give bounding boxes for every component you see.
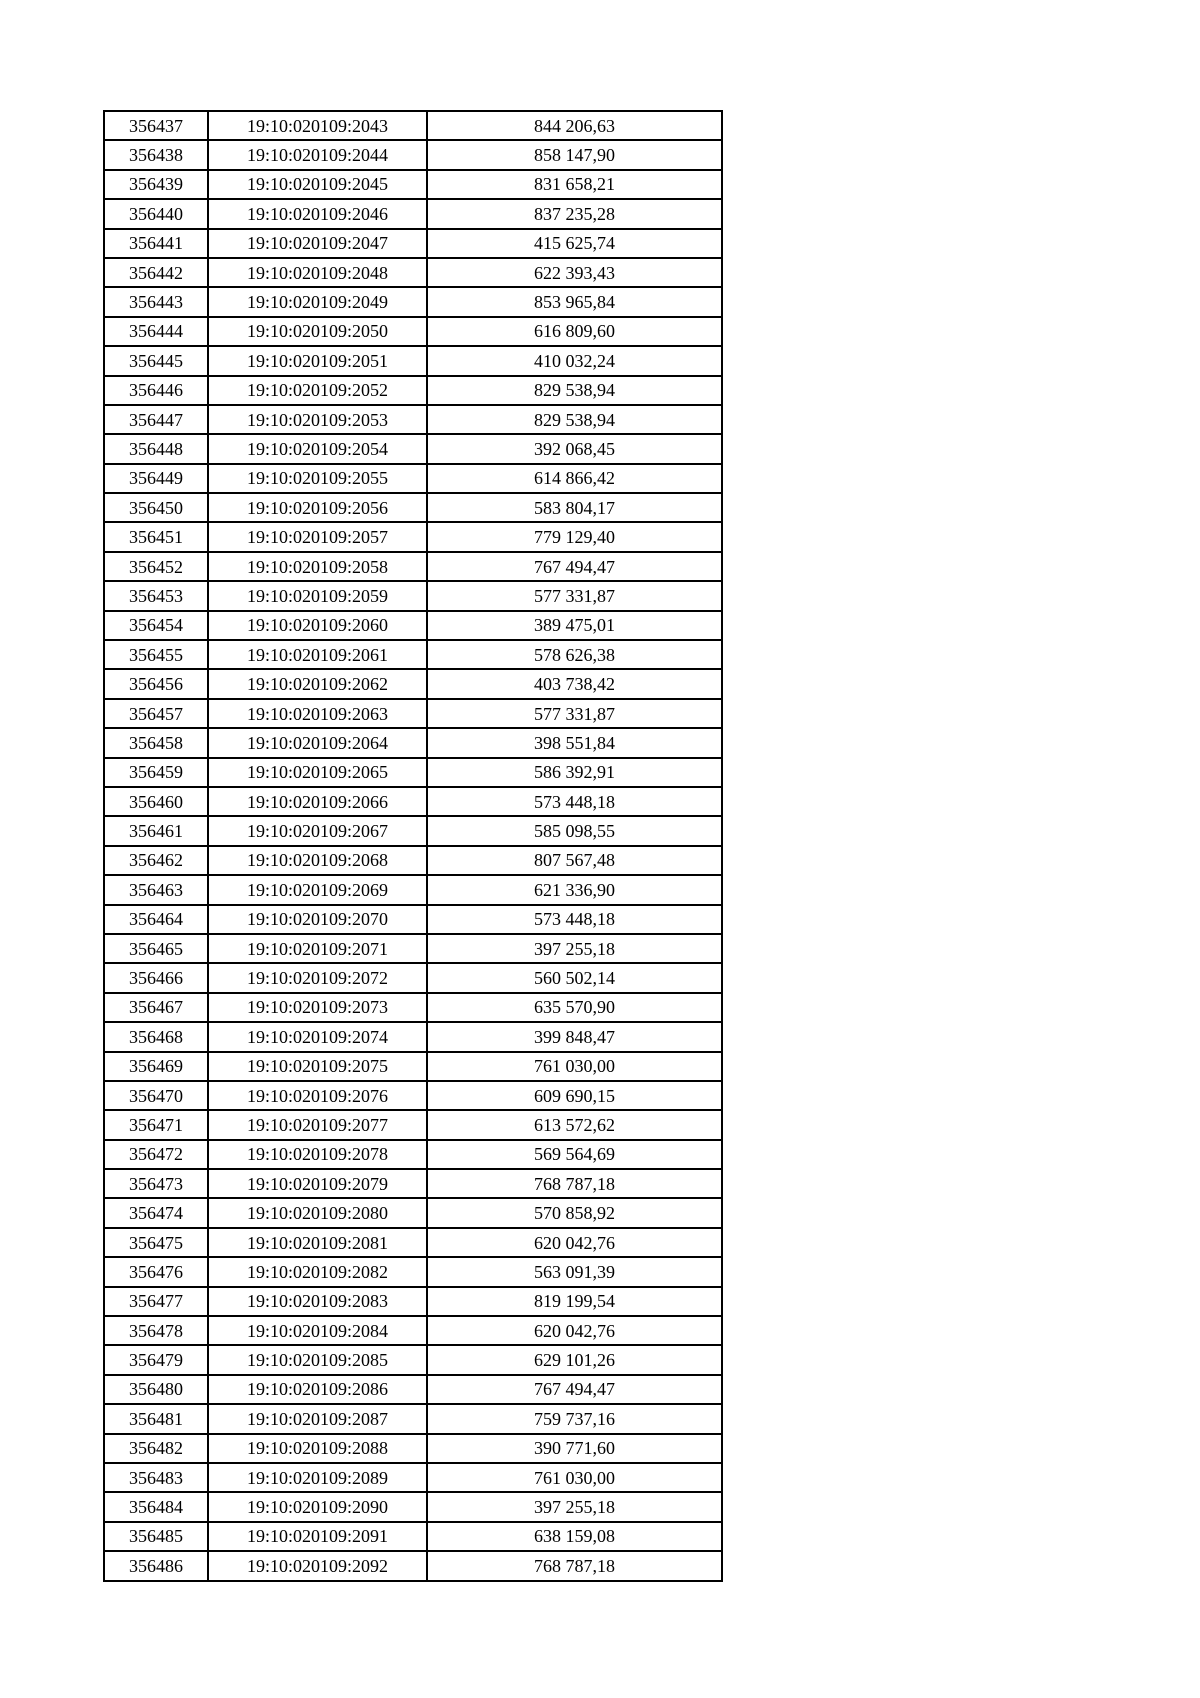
cadastral-number-cell: 19:10:020109:2087 — [208, 1404, 427, 1433]
record-number-cell: 356476 — [104, 1257, 208, 1286]
cadastral-number-cell: 19:10:020109:2090 — [208, 1492, 427, 1521]
record-number-cell: 356463 — [104, 875, 208, 904]
table-row — [104, 1287, 722, 1316]
record-number-cell: 356457 — [104, 699, 208, 728]
record-number-cell: 356448 — [104, 434, 208, 463]
table-row — [104, 1228, 722, 1257]
table-row — [104, 287, 722, 316]
cadastral-number-cell: 19:10:020109:2070 — [208, 905, 427, 934]
record-number-cell: 356468 — [104, 1022, 208, 1051]
cadastral-number-cell: 19:10:020109:2080 — [208, 1198, 427, 1227]
value-cell: 399 848,47 — [427, 1022, 722, 1051]
cadastral-number-cell: 19:10:020109:2055 — [208, 464, 427, 493]
value-cell: 635 570,90 — [427, 993, 722, 1022]
cadastral-number-cell: 19:10:020109:2091 — [208, 1522, 427, 1551]
cadastral-number-cell: 19:10:020109:2089 — [208, 1463, 427, 1492]
cadastral-number-cell: 19:10:020109:2084 — [208, 1316, 427, 1345]
record-number-cell: 356461 — [104, 816, 208, 845]
cadastral-number-cell: 19:10:020109:2054 — [208, 434, 427, 463]
value-cell: 761 030,00 — [427, 1052, 722, 1081]
record-number-cell: 356473 — [104, 1169, 208, 1198]
value-cell: 858 147,90 — [427, 140, 722, 169]
cadastral-number-cell: 19:10:020109:2048 — [208, 258, 427, 287]
record-number-cell: 356481 — [104, 1404, 208, 1433]
value-cell: 622 393,43 — [427, 258, 722, 287]
table-row — [104, 493, 722, 522]
cadastral-number-cell: 19:10:020109:2083 — [208, 1287, 427, 1316]
record-number-cell: 356455 — [104, 640, 208, 669]
record-number-cell: 356458 — [104, 728, 208, 757]
cadastral-number-cell: 19:10:020109:2075 — [208, 1052, 427, 1081]
table-row — [104, 1345, 722, 1374]
cadastral-number-cell: 19:10:020109:2085 — [208, 1345, 427, 1374]
record-number-cell: 356460 — [104, 787, 208, 816]
value-cell: 398 551,84 — [427, 728, 722, 757]
table-row — [104, 376, 722, 405]
table-row — [104, 611, 722, 640]
record-number-cell: 356446 — [104, 376, 208, 405]
value-cell: 415 625,74 — [427, 229, 722, 258]
record-number-cell: 356450 — [104, 493, 208, 522]
table-row — [104, 199, 722, 228]
cadastral-number-cell: 19:10:020109:2081 — [208, 1228, 427, 1257]
cadastral-number-cell: 19:10:020109:2077 — [208, 1110, 427, 1139]
value-cell: 629 101,26 — [427, 1345, 722, 1374]
record-number-cell: 356486 — [104, 1551, 208, 1580]
record-number-cell: 356445 — [104, 346, 208, 375]
table-row — [104, 258, 722, 287]
table-row — [104, 1081, 722, 1110]
record-number-cell: 356464 — [104, 905, 208, 934]
record-number-cell: 356453 — [104, 581, 208, 610]
value-cell: 829 538,94 — [427, 405, 722, 434]
record-number-cell: 356474 — [104, 1198, 208, 1227]
value-cell: 397 255,18 — [427, 934, 722, 963]
record-number-cell: 356438 — [104, 140, 208, 169]
record-number-cell: 356443 — [104, 287, 208, 316]
table-row — [104, 1052, 722, 1081]
record-number-cell: 356441 — [104, 229, 208, 258]
table-row — [104, 405, 722, 434]
record-number-cell: 356444 — [104, 317, 208, 346]
value-cell: 563 091,39 — [427, 1257, 722, 1286]
record-number-cell: 356478 — [104, 1316, 208, 1345]
cadastral-number-cell: 19:10:020109:2067 — [208, 816, 427, 845]
cadastral-number-cell: 19:10:020109:2046 — [208, 199, 427, 228]
value-cell: 837 235,28 — [427, 199, 722, 228]
value-cell: 609 690,15 — [427, 1081, 722, 1110]
record-number-cell: 356437 — [104, 111, 208, 140]
record-number-cell: 356456 — [104, 669, 208, 698]
cadastral-number-cell: 19:10:020109:2056 — [208, 493, 427, 522]
cadastral-number-cell: 19:10:020109:2069 — [208, 875, 427, 904]
table-row — [104, 1404, 722, 1433]
record-number-cell: 356477 — [104, 1287, 208, 1316]
table-row — [104, 1110, 722, 1139]
value-cell: 767 494,47 — [427, 552, 722, 581]
value-cell: 767 494,47 — [427, 1375, 722, 1404]
table-row — [104, 1022, 722, 1051]
record-number-cell: 356459 — [104, 758, 208, 787]
table-row — [104, 787, 722, 816]
value-cell: 853 965,84 — [427, 287, 722, 316]
cadastral-number-cell: 19:10:020109:2047 — [208, 229, 427, 258]
record-number-cell: 356470 — [104, 1081, 208, 1110]
cadastral-number-cell: 19:10:020109:2072 — [208, 963, 427, 992]
value-cell: 389 475,01 — [427, 611, 722, 640]
value-cell: 578 626,38 — [427, 640, 722, 669]
table-row — [104, 905, 722, 934]
value-cell: 586 392,91 — [427, 758, 722, 787]
value-cell: 583 804,17 — [427, 493, 722, 522]
table-row — [104, 317, 722, 346]
cadastral-number-cell: 19:10:020109:2043 — [208, 111, 427, 140]
table-row — [104, 434, 722, 463]
value-cell: 577 331,87 — [427, 581, 722, 610]
value-cell: 403 738,42 — [427, 669, 722, 698]
table-row — [104, 993, 722, 1022]
record-number-cell: 356439 — [104, 170, 208, 199]
value-cell: 759 737,16 — [427, 1404, 722, 1433]
table-row — [104, 1522, 722, 1551]
record-number-cell: 356452 — [104, 552, 208, 581]
cadastral-number-cell: 19:10:020109:2078 — [208, 1140, 427, 1169]
value-cell: 621 336,90 — [427, 875, 722, 904]
record-number-cell: 356447 — [104, 405, 208, 434]
cadastral-number-cell: 19:10:020109:2057 — [208, 522, 427, 551]
value-cell: 410 032,24 — [427, 346, 722, 375]
value-cell: 779 129,40 — [427, 522, 722, 551]
cadastral-number-cell: 19:10:020109:2044 — [208, 140, 427, 169]
value-cell: 620 042,76 — [427, 1316, 722, 1345]
cadastral-number-cell: 19:10:020109:2062 — [208, 669, 427, 698]
record-number-cell: 356462 — [104, 846, 208, 875]
cadastral-number-cell: 19:10:020109:2049 — [208, 287, 427, 316]
table-row — [104, 552, 722, 581]
cadastral-number-cell: 19:10:020109:2074 — [208, 1022, 427, 1051]
table-row — [104, 1551, 722, 1580]
value-cell: 761 030,00 — [427, 1463, 722, 1492]
record-number-cell: 356449 — [104, 464, 208, 493]
table-row — [104, 816, 722, 845]
record-number-cell: 356485 — [104, 1522, 208, 1551]
cadastral-number-cell: 19:10:020109:2063 — [208, 699, 427, 728]
table-row — [104, 1316, 722, 1345]
records-table — [103, 110, 723, 1582]
value-cell: 560 502,14 — [427, 963, 722, 992]
cadastral-number-cell: 19:10:020109:2076 — [208, 1081, 427, 1110]
table-row — [104, 464, 722, 493]
table-row — [104, 758, 722, 787]
value-cell: 768 787,18 — [427, 1551, 722, 1580]
table-row — [104, 522, 722, 551]
cadastral-number-cell: 19:10:020109:2071 — [208, 934, 427, 963]
record-number-cell: 356451 — [104, 522, 208, 551]
value-cell: 613 572,62 — [427, 1110, 722, 1139]
value-cell: 831 658,21 — [427, 170, 722, 199]
table-row — [104, 1140, 722, 1169]
cadastral-number-cell: 19:10:020109:2060 — [208, 611, 427, 640]
cadastral-number-cell: 19:10:020109:2065 — [208, 758, 427, 787]
value-cell: 614 866,42 — [427, 464, 722, 493]
record-number-cell: 356469 — [104, 1052, 208, 1081]
cadastral-number-cell: 19:10:020109:2052 — [208, 376, 427, 405]
cadastral-number-cell: 19:10:020109:2088 — [208, 1434, 427, 1463]
record-number-cell: 356475 — [104, 1228, 208, 1257]
record-number-cell: 356466 — [104, 963, 208, 992]
table-row — [104, 1492, 722, 1521]
value-cell: 392 068,45 — [427, 434, 722, 463]
value-cell: 807 567,48 — [427, 846, 722, 875]
table-row — [104, 846, 722, 875]
cadastral-number-cell: 19:10:020109:2045 — [208, 170, 427, 199]
value-cell: 569 564,69 — [427, 1140, 722, 1169]
table-row — [104, 728, 722, 757]
cadastral-number-cell: 19:10:020109:2079 — [208, 1169, 427, 1198]
cadastral-number-cell: 19:10:020109:2066 — [208, 787, 427, 816]
table-row — [104, 934, 722, 963]
table-row — [104, 140, 722, 169]
record-number-cell: 356484 — [104, 1492, 208, 1521]
value-cell: 570 858,92 — [427, 1198, 722, 1227]
table-row — [104, 963, 722, 992]
cadastral-number-cell: 19:10:020109:2082 — [208, 1257, 427, 1286]
table-row — [104, 1434, 722, 1463]
table-row — [104, 170, 722, 199]
record-number-cell: 356480 — [104, 1375, 208, 1404]
record-number-cell: 356440 — [104, 199, 208, 228]
table-row — [104, 669, 722, 698]
records-body — [104, 111, 722, 1581]
value-cell: 819 199,54 — [427, 1287, 722, 1316]
value-cell: 585 098,55 — [427, 816, 722, 845]
table-row — [104, 1463, 722, 1492]
table-row — [104, 1257, 722, 1286]
cadastral-number-cell: 19:10:020109:2050 — [208, 317, 427, 346]
value-cell: 844 206,63 — [427, 111, 722, 140]
table-row — [104, 1169, 722, 1198]
cadastral-number-cell: 19:10:020109:2058 — [208, 552, 427, 581]
value-cell: 573 448,18 — [427, 905, 722, 934]
cadastral-number-cell: 19:10:020109:2068 — [208, 846, 427, 875]
value-cell: 390 771,60 — [427, 1434, 722, 1463]
cadastral-number-cell: 19:10:020109:2059 — [208, 581, 427, 610]
value-cell: 573 448,18 — [427, 787, 722, 816]
cadastral-number-cell: 19:10:020109:2092 — [208, 1551, 427, 1580]
record-number-cell: 356483 — [104, 1463, 208, 1492]
table-row — [104, 111, 722, 140]
value-cell: 620 042,76 — [427, 1228, 722, 1257]
record-number-cell: 356454 — [104, 611, 208, 640]
cadastral-number-cell: 19:10:020109:2053 — [208, 405, 427, 434]
value-cell: 829 538,94 — [427, 376, 722, 405]
cadastral-number-cell: 19:10:020109:2073 — [208, 993, 427, 1022]
value-cell: 397 255,18 — [427, 1492, 722, 1521]
record-number-cell: 356482 — [104, 1434, 208, 1463]
table-row — [104, 346, 722, 375]
table-row — [104, 581, 722, 610]
record-number-cell: 356442 — [104, 258, 208, 287]
value-cell: 768 787,18 — [427, 1169, 722, 1198]
table-row — [104, 875, 722, 904]
cadastral-number-cell: 19:10:020109:2064 — [208, 728, 427, 757]
cadastral-number-cell: 19:10:020109:2061 — [208, 640, 427, 669]
record-number-cell: 356471 — [104, 1110, 208, 1139]
table-row — [104, 1375, 722, 1404]
table-row — [104, 640, 722, 669]
record-number-cell: 356472 — [104, 1140, 208, 1169]
cadastral-number-cell: 19:10:020109:2051 — [208, 346, 427, 375]
record-number-cell: 356465 — [104, 934, 208, 963]
cadastral-number-cell: 19:10:020109:2086 — [208, 1375, 427, 1404]
value-cell: 577 331,87 — [427, 699, 722, 728]
record-number-cell: 356467 — [104, 993, 208, 1022]
table-row — [104, 229, 722, 258]
value-cell: 616 809,60 — [427, 317, 722, 346]
value-cell: 638 159,08 — [427, 1522, 722, 1551]
record-number-cell: 356479 — [104, 1345, 208, 1374]
table-row — [104, 1198, 722, 1227]
table-row — [104, 699, 722, 728]
